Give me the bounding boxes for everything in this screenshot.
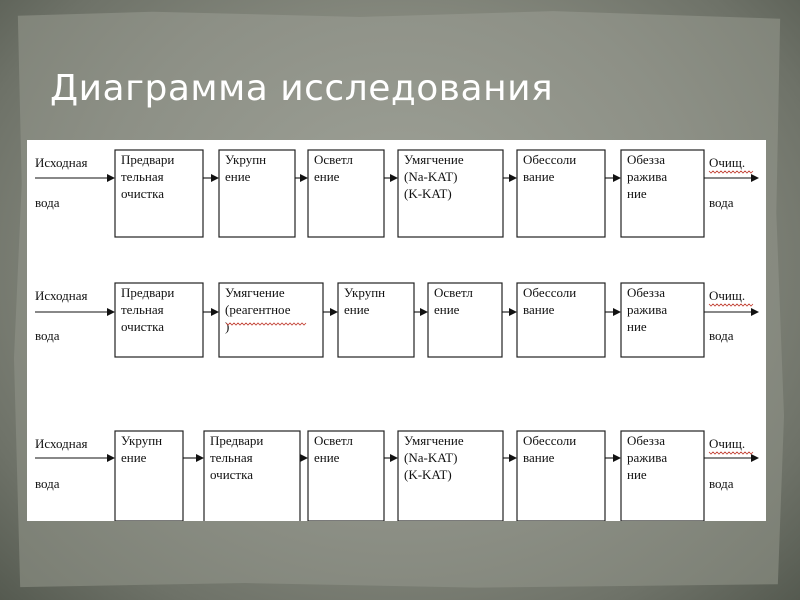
slide-title: Диаграмма исследования: [50, 68, 554, 109]
row-3-arrow-4-head: [509, 454, 517, 462]
row-3-step-2-label-line-2: тельная: [210, 450, 253, 465]
row-2-step-1-label-line-3: очистка: [121, 319, 164, 334]
row-1-arrow-3-head: [390, 174, 398, 182]
row-1-step-4-label-line-3: (K-KAT): [404, 186, 452, 201]
row-3-step-1-label-line-2: ение: [121, 450, 147, 465]
row-1-input-label-line-2: вода: [35, 195, 60, 210]
row-3-step-6-label-line-2: раживa: [627, 450, 668, 465]
row-2-arrow-5-head: [613, 308, 621, 316]
row-1-step-2-label-line-1: Укрупн: [225, 152, 267, 167]
row-1-input-arrow-head: [107, 174, 115, 182]
row-3-step-4-label-line-1: Умягчение: [404, 433, 464, 448]
row-3-arrow-3-head: [390, 454, 398, 462]
row-2-step-6-label-line-2: раживa: [627, 302, 668, 317]
row-2-arrow-3-head: [420, 308, 428, 316]
row-3-step-2-label-line-1: Предвари: [210, 433, 264, 448]
row-2-step-4-label-line-1: Осветл: [434, 285, 473, 300]
row-1-step-5-label-line-1: Обессоли: [523, 152, 577, 167]
row-2-output-label-line-2: вода: [709, 328, 734, 343]
row-2-input-label-line-2: вода: [35, 328, 60, 343]
process-diagram: [27, 140, 766, 521]
row-1-output-label-line-1: Очищ.: [709, 155, 746, 170]
row-3-step-4-label-line-2: (Na-KAT): [404, 450, 458, 465]
row-2-step-1-label-line-2: тельная: [121, 302, 164, 317]
row-3-input-label-line-2: вода: [35, 476, 60, 491]
row-3-step-6-label-line-1: Обезза: [627, 433, 665, 448]
row-1-step-1-label-line-2: тельная: [121, 169, 164, 184]
row-1-step-1-label-line-3: очистка: [121, 186, 164, 201]
row-2-input-label-line-1: Исходная: [35, 288, 88, 303]
row-1-arrow-2-head: [300, 174, 308, 182]
row-1-input-label-line-1: Исходная: [35, 155, 88, 170]
row-2-step-3-label-line-2: ение: [344, 302, 370, 317]
row-3-step-5-label-line-2: вание: [523, 450, 555, 465]
row-2-output-label-line-1: Очищ.: [709, 288, 746, 303]
row-3-step-2-label-line-3: очистка: [210, 467, 253, 482]
row-2-arrow-1-head: [211, 308, 219, 316]
row-1-arrow-1-head: [211, 174, 219, 182]
row-1-step-5-label-line-2: вание: [523, 169, 555, 184]
row-3-output-label-line-1: Очищ.: [709, 436, 746, 451]
row-1-output-label-line-2: вода: [709, 195, 734, 210]
row-3-input-arrow-head: [107, 454, 115, 462]
row-2-step-6-label-line-1: Обезза: [627, 285, 665, 300]
row-3-arrow-2-head: [300, 454, 308, 462]
row-1-arrow-5-head: [613, 174, 621, 182]
row-3-output-squiggle: [709, 452, 753, 454]
row-1-step-1-label-line-1: Предвари: [121, 152, 175, 167]
row-3-step-3-label-line-2: ение: [314, 450, 340, 465]
row-2-step-5-label-line-1: Обессоли: [523, 285, 577, 300]
row-1-step-4-label-line-1: Умягчение: [404, 152, 464, 167]
row-1-arrow-4-head: [509, 174, 517, 182]
row-2-step-4-label-line-2: ение: [434, 302, 460, 317]
row-3-step-5-label-line-1: Обессоли: [523, 433, 577, 448]
row-3-step-1-label-line-1: Укрупн: [121, 433, 163, 448]
row-3-arrow-1-head: [196, 454, 204, 462]
row-1-step-6-label-line-2: раживa: [627, 169, 668, 184]
row-3-step-3-label-line-1: Осветл: [314, 433, 353, 448]
row-1-output-arrow-head: [751, 174, 759, 182]
row-1-step-4-label-line-2: (Na-KAT): [404, 169, 458, 184]
row-1-output-squiggle: [709, 171, 753, 173]
row-2-output-squiggle: [709, 304, 753, 306]
row-2-arrow-2-head: [330, 308, 338, 316]
row-2-step-2-label-line-2: (реагентное: [225, 302, 291, 317]
row-1-step-6-label-line-3: ние: [627, 186, 647, 201]
row-1-step-2-label-line-2: ение: [225, 169, 251, 184]
row-2-step-2-label-line-3: ): [225, 319, 230, 334]
row-3-output-label-line-2: вода: [709, 476, 734, 491]
row-2-step-1-label-line-1: Предвари: [121, 285, 175, 300]
row-2-step-5-label-line-2: вание: [523, 302, 555, 317]
row-2-step-6-label-line-3: ние: [627, 319, 647, 334]
row-2-input-arrow-head: [107, 308, 115, 316]
row-1-step-6-label-line-1: Обезза: [627, 152, 665, 167]
row-3-step-6-label-line-3: ние: [627, 467, 647, 482]
row-3-step-4-label-line-3: (K-KAT): [404, 467, 452, 482]
row-2-step-3-label-line-1: Укрупн: [344, 285, 386, 300]
row-3-output-arrow-head: [751, 454, 759, 462]
row-3-input-label-line-1: Исходная: [35, 436, 88, 451]
row-1-step-3-label-line-2: ение: [314, 169, 340, 184]
row-1-step-3-label-line-1: Осветл: [314, 152, 353, 167]
row-2-arrow-4-head: [509, 308, 517, 316]
diagram-panel: [27, 140, 766, 521]
row-2-step-2-label-line-1: Умягчение: [225, 285, 285, 300]
row-2-output-arrow-head: [751, 308, 759, 316]
row-3-arrow-5-head: [613, 454, 621, 462]
